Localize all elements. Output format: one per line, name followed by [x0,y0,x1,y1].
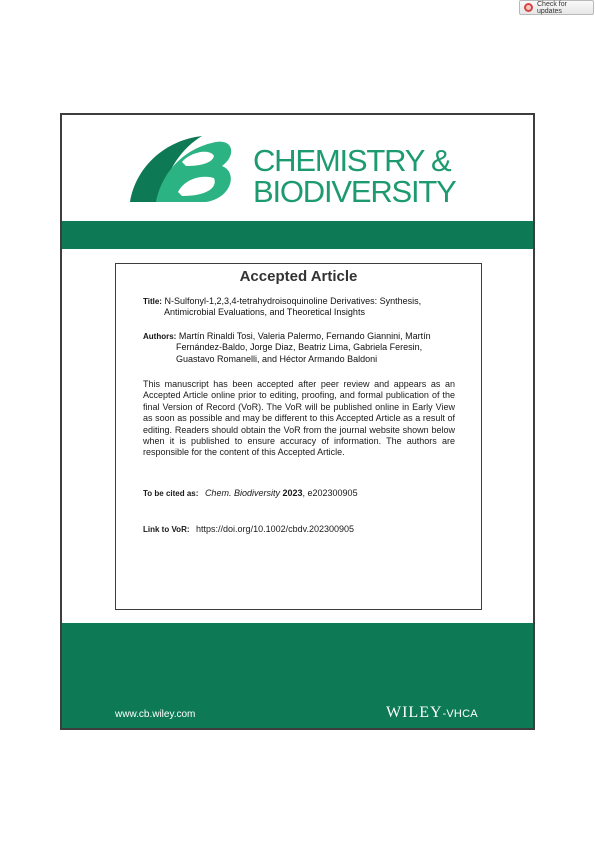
publisher-name: WILEY [386,704,443,721]
vor-label: Link to VoR: [143,525,190,534]
vor-link[interactable]: https://doi.org/10.1002/cbdv.202300905 [196,524,354,534]
article-title: N-Sulfonyl-1,2,3,4-tetrahydroisoquinoline Derivatives: Synthesis, Antimicrobial Evaluations, and Theoretical Insights [164,296,422,318]
accepted-article-box [115,263,482,610]
publisher-suffix: -VHCA [442,708,478,720]
cite-journal: Chem. Biodiversity [204,488,280,498]
check-for-updates-button[interactable] [519,0,594,15]
accepted-article-heading: Accepted Article [239,268,358,285]
cite-year: 2023 [282,488,303,498]
check-for-updates-label: Check for updates [537,0,567,15]
title-label: Title: [143,297,162,306]
journal-title-line-1: CHEMISTRY & [253,143,451,178]
crossmark-icon [524,3,533,12]
cite-id: , e202300905 [302,488,358,498]
authors-label: Authors: [143,332,177,341]
journal-logo-icon [126,126,236,206]
bottom-green-band [62,623,533,728]
journal-title [253,145,483,207]
journal-website-link[interactable]: www.cb.wiley.com [115,709,196,720]
authors-field [143,331,463,365]
publisher-logo [386,704,478,722]
vor-link-field [143,524,354,534]
cite-label: To be cited as: [143,489,199,498]
top-green-band [62,221,533,249]
journal-cover [60,113,535,730]
citation [143,488,358,498]
article-title-field [143,296,463,319]
journal-title-line-2: BIODIVERSITY [253,174,456,209]
authors-list: Martín Rinaldi Tosi, Valeria Palermo, Fernando Giannini, Martín Fernández-Baldo, Jorge Diaz, Beatriz Lima, Gabriela Feresin, Guastavo Romanelli, and Héctor Armando Baldoni [176,331,431,364]
acceptance-notice: This manuscript has been accepted after peer review and appears as an Accepted Article online prior to editing, proofing, and formal publication of the final Version of Record (VoR). The VoR will be published online in Early View as soon as possible and may be different to this Accepted Article as a result of editing. Readers should obtain the VoR from the journal website shown below when it is published to ensure accuracy of information. The authors are responsible for the content of this Accepted Article. [143,379,455,458]
